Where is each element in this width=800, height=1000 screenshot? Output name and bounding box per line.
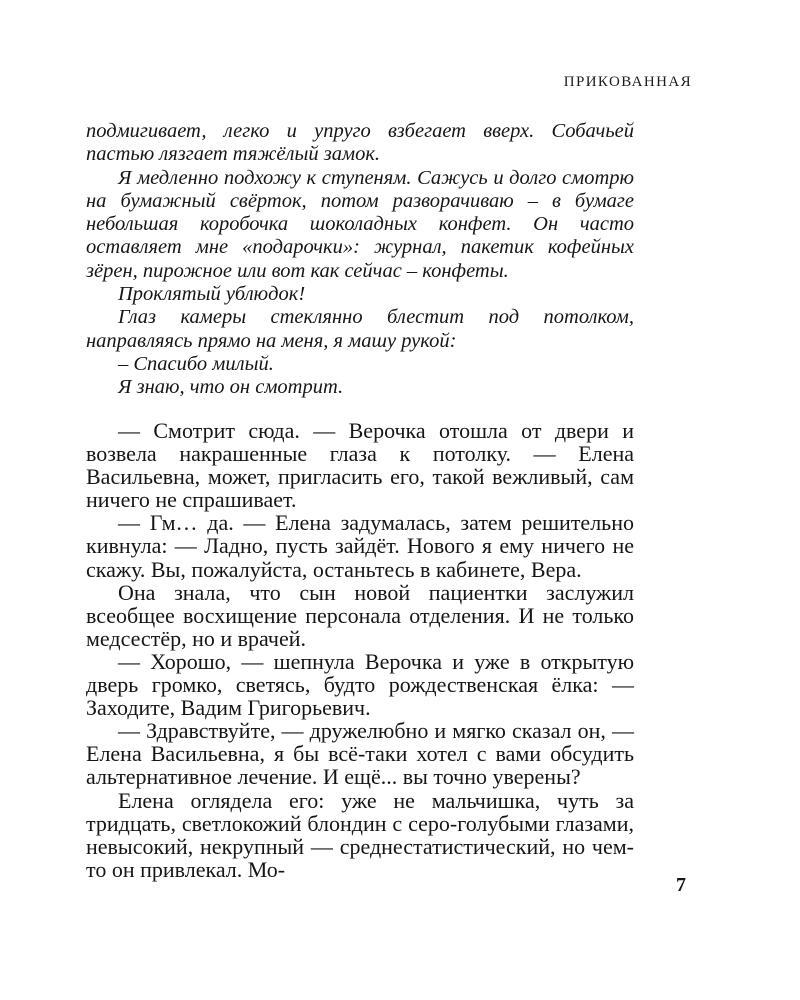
- italic-paragraph: – Спасибо милый.: [118, 352, 274, 375]
- italic-paragraph: Я медленно подхожу к ступеням. Сажусь и долго смотрю на бумажный свёрток, потом разворачиваю – в бумаге небольшая коробочка шоколадных конфет. Он часто оставляет мне «подарочки»: журнал, пакетик кофейных зёрен, пирожное или вот как сейчас – конфеты.: [86, 166, 634, 282]
- page-number: 7: [676, 874, 686, 896]
- main-passage: [86, 419, 634, 881]
- main-paragraph: — Здравствуйте, — дружелюбно и мягко сказал он, — Елена Васильевна, я бы всё-таки хотел с вами обсудить альтернативное лечение. И ещё... вы точно уверены?: [86, 718, 634, 790]
- main-paragraph: Елена оглядела его: уже не мальчишка, чуть за тридцать, светлокожий блондин с серо-голубыми глазами, невысокий, некрупный — среднестатистический, но чем-то он привлекал. Мо-: [86, 787, 634, 882]
- main-paragraph: — Гм… да. — Елена задумалась, затем решительно кивнула: — Ладно, пусть зайдёт. Нового я ему ничего не скажу. Вы, пожалуйста, останьтесь в кабинете, Вера.: [86, 510, 634, 582]
- italic-paragraph: Глаз камеры стеклянно блестит под потолком, направляясь прямо на меня, я машу рукой:: [86, 306, 634, 352]
- running-head: ПРИКОВАННАЯ: [563, 74, 692, 90]
- italic-passage: [86, 120, 634, 400]
- italic-paragraph: Я знаю, что он смотрит.: [118, 376, 344, 399]
- main-paragraph: — Хорошо, — шепнула Верочка и уже в открытую дверь громко, светясь, будто рождественская ёлка: — Заходите, Вадим Григорьевич.: [86, 648, 634, 721]
- main-paragraph: — Смотрит сюда. — Верочка отошла от двери и возвела накрашенные глаза к потолку. — Елена Васильевна, может, пригласить его, такой вежливый, сам ничего не спрашивает.: [86, 418, 634, 513]
- main-paragraph: Она знала, что сын новой пациентки заслужил всеобщее восхищение персонала отделения. И не только медсестёр, но и врачей.: [86, 579, 634, 651]
- italic-paragraph: Проклятый ублюдок!: [118, 283, 306, 306]
- italic-paragraph: подмигивает, легко и упруго взбегает вверх. Собачьей пастью лязгает тяжёлый замок.: [86, 120, 634, 166]
